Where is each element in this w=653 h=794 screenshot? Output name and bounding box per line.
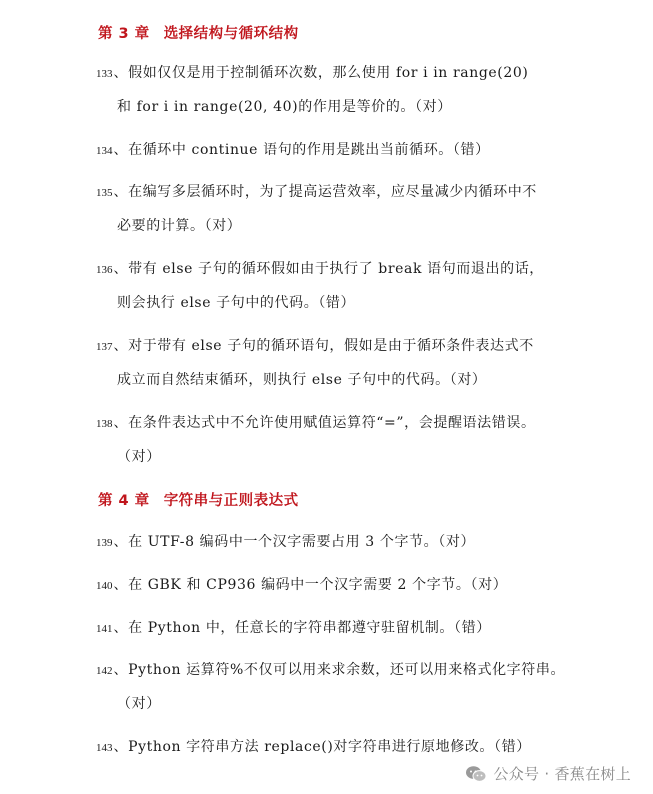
question-text: 和 for i in range(20, 40)的作用是等价的。（对）	[117, 99, 452, 115]
question-line	[117, 97, 452, 117]
question-number: 142	[96, 665, 113, 677]
chapter-title: 字符串与正则表达式	[163, 493, 299, 509]
question-text: 、在循环中 continue 语句的作用是跳出当前循环。（错）	[113, 142, 490, 158]
question-text: 必要的计算。（对）	[117, 218, 242, 234]
question-line	[96, 259, 544, 280]
question-text: 、Python 运算符%不仅可以用来求余数，还可以用来格式化字符串。	[113, 662, 566, 678]
question-line	[96, 413, 536, 434]
question-number: 133	[96, 68, 113, 80]
chapter-heading	[98, 22, 299, 43]
question-line	[117, 447, 161, 467]
question-text: 、假如仅仅是用于控制循环次数，那么使用 for i in range(20)	[113, 65, 529, 81]
wechat-icon	[465, 765, 487, 783]
watermark	[465, 763, 631, 784]
question-number: 140	[96, 580, 113, 592]
question-number: 138	[96, 418, 113, 430]
question-line	[96, 737, 531, 758]
question-line	[96, 575, 507, 596]
chapter-title: 选择结构与循环结构	[163, 26, 299, 42]
question-text: 则会执行 else 子句中的代码。（错）	[117, 295, 356, 311]
question-line	[96, 660, 565, 681]
question-number: 143	[96, 742, 113, 754]
question-line	[117, 370, 487, 390]
question-line	[96, 140, 490, 161]
chapter-heading	[98, 489, 299, 510]
question-line	[96, 336, 534, 357]
question-text: （对）	[117, 449, 161, 465]
question-line	[96, 618, 491, 639]
question-text: 、在条件表达式中不允许使用赋值运算符“=”，会提醒语法错误。	[113, 415, 536, 431]
question-line	[117, 216, 241, 236]
question-number: 139	[96, 537, 113, 549]
question-number: 135	[96, 187, 113, 199]
question-line	[96, 532, 475, 553]
question-number: 137	[96, 341, 113, 353]
question-text: 成立而自然结束循环，则执行 else 子句中的代码。（对）	[117, 372, 487, 388]
question-line	[117, 694, 161, 714]
question-text: 、在 Python 中，任意长的字符串都遵守驻留机制。（错）	[113, 620, 491, 636]
chapter-number: 第 3 章	[98, 26, 150, 42]
question-number: 141	[96, 623, 113, 635]
question-number: 134	[96, 145, 113, 157]
question-text: 、在编写多层循环时，为了提高运营效率，应尽量减少内循环中不	[113, 184, 537, 200]
question-text: 、带有 else 子句的循环假如由于执行了 break 语句而退出的话，	[113, 261, 544, 277]
question-text: 、Python 字符串方法 replace()对字符串进行原地修改。（错）	[113, 739, 531, 755]
question-text: 、在 GBK 和 CP936 编码中一个汉字需要 2 个字节。（对）	[113, 577, 508, 593]
question-text: 、对于带有 else 子句的循环语句，假如是由于循环条件表达式不	[113, 338, 534, 354]
question-number: 136	[96, 264, 113, 276]
question-text: 、在 UTF-8 编码中一个汉字需要占用 3 个字节。（对）	[113, 534, 476, 550]
chapter-number: 第 4 章	[98, 493, 150, 509]
question-line	[96, 63, 528, 84]
watermark-text: 公众号 · 香蕉在树上	[493, 765, 631, 783]
question-line	[117, 293, 355, 313]
question-line	[96, 182, 537, 203]
question-text: （对）	[117, 696, 161, 712]
